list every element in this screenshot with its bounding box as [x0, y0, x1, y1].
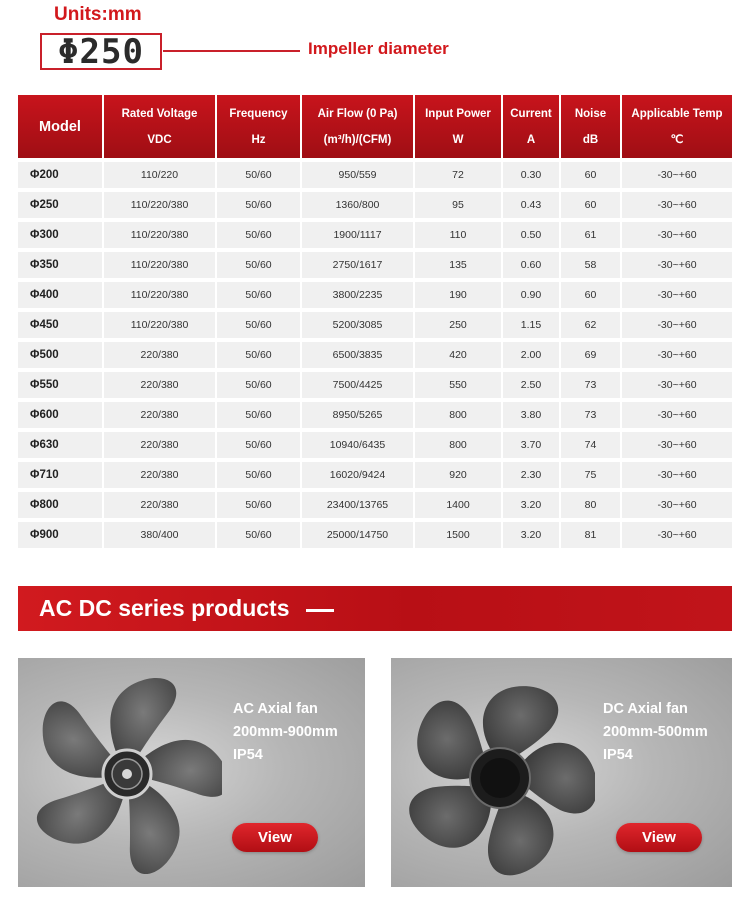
model-cell: Φ900 [18, 518, 104, 548]
frequency-cell: 50/60 [217, 158, 302, 188]
product-card-dc [391, 658, 732, 887]
ac-fan-name: AC Axial fan [233, 701, 318, 717]
noise-cell: 60 [561, 188, 622, 218]
power-cell: 1500 [415, 518, 503, 548]
model-cell: Φ550 [18, 368, 104, 398]
product-card-ac [18, 658, 365, 887]
power-cell: 920 [415, 458, 503, 488]
temp-cell: -30~+60 [622, 158, 732, 188]
frequency-cell: 50/60 [217, 188, 302, 218]
column-header-voltage: Rated Voltage VDC [104, 95, 217, 158]
airflow-cell: 16020/9424 [302, 458, 415, 488]
power-cell: 800 [415, 398, 503, 428]
table-row [18, 458, 732, 488]
noise-cell: 80 [561, 488, 622, 518]
current-cell: 0.60 [503, 248, 561, 278]
table-row [18, 188, 732, 218]
table-header-row [18, 95, 732, 158]
table-row [18, 518, 732, 548]
model-cell: Φ300 [18, 218, 104, 248]
noise-cell: 60 [561, 158, 622, 188]
airflow-cell: 5200/3085 [302, 308, 415, 338]
table-row [18, 488, 732, 518]
current-cell: 3.20 [503, 518, 561, 548]
voltage-cell: 380/400 [104, 518, 217, 548]
dc-fan-range: 200mm-500mm [603, 724, 708, 740]
power-cell: 135 [415, 248, 503, 278]
temp-cell: -30~+60 [622, 428, 732, 458]
table-body [18, 158, 732, 548]
temp-cell: -30~+60 [622, 458, 732, 488]
power-cell: 95 [415, 188, 503, 218]
power-cell: 550 [415, 368, 503, 398]
ac-fan-view-button[interactable]: View [232, 823, 318, 852]
frequency-cell: 50/60 [217, 218, 302, 248]
airflow-cell: 6500/3835 [302, 338, 415, 368]
dc-fan-name: DC Axial fan [603, 701, 688, 717]
airflow-cell: 1900/1117 [302, 218, 415, 248]
units-label: Units:mm [54, 4, 142, 25]
column-header-model: Model [18, 95, 104, 158]
table-row [18, 278, 732, 308]
noise-cell: 58 [561, 248, 622, 278]
table-row [18, 338, 732, 368]
spec-table [18, 95, 732, 548]
dc-fan-rating: IP54 [603, 747, 633, 763]
column-header-power: Input Power W [415, 95, 503, 158]
voltage-cell: 110/220/380 [104, 218, 217, 248]
callout-line [163, 50, 300, 52]
frequency-cell: 50/60 [217, 518, 302, 548]
column-header-temp: Applicable Temp ℃ [622, 95, 732, 158]
voltage-cell: 220/380 [104, 488, 217, 518]
power-cell: 1400 [415, 488, 503, 518]
model-cell: Φ400 [18, 278, 104, 308]
ac-fan-range: 200mm-900mm [233, 724, 338, 740]
voltage-cell: 110/220/380 [104, 278, 217, 308]
current-cell: 1.15 [503, 308, 561, 338]
frequency-cell: 50/60 [217, 338, 302, 368]
noise-cell: 69 [561, 338, 622, 368]
ac-fan-info [233, 698, 338, 767]
table-row [18, 368, 732, 398]
diameter-example: Φ250 [58, 31, 144, 72]
model-cell: Φ500 [18, 338, 104, 368]
current-cell: 3.70 [503, 428, 561, 458]
diameter-example-box [40, 33, 162, 70]
power-cell: 250 [415, 308, 503, 338]
banner-dash [306, 609, 334, 612]
model-cell: Φ200 [18, 158, 104, 188]
current-cell: 3.20 [503, 488, 561, 518]
voltage-cell: 220/380 [104, 398, 217, 428]
table-row [18, 158, 732, 188]
airflow-cell: 7500/4425 [302, 368, 415, 398]
frequency-cell: 50/60 [217, 458, 302, 488]
current-cell: 0.43 [503, 188, 561, 218]
table-row [18, 248, 732, 278]
current-cell: 3.80 [503, 398, 561, 428]
column-header-airflow: Air Flow (0 Pa) (m³/h)/(CFM) [302, 95, 415, 158]
dc-fan-view-button[interactable]: View [616, 823, 702, 852]
table-row [18, 428, 732, 458]
noise-cell: 73 [561, 398, 622, 428]
frequency-cell: 50/60 [217, 428, 302, 458]
noise-cell: 73 [561, 368, 622, 398]
temp-cell: -30~+60 [622, 368, 732, 398]
table-row [18, 218, 732, 248]
voltage-cell: 220/380 [104, 428, 217, 458]
temp-cell: -30~+60 [622, 398, 732, 428]
voltage-cell: 220/380 [104, 338, 217, 368]
voltage-cell: 110/220/380 [104, 188, 217, 218]
frequency-cell: 50/60 [217, 248, 302, 278]
frequency-cell: 50/60 [217, 488, 302, 518]
airflow-cell: 25000/14750 [302, 518, 415, 548]
current-cell: 2.30 [503, 458, 561, 488]
diameter-label: Impeller diameter [308, 39, 449, 58]
temp-cell: -30~+60 [622, 218, 732, 248]
column-header-frequency: Frequency Hz [217, 95, 302, 158]
frequency-cell: 50/60 [217, 278, 302, 308]
voltage-cell: 110/220/380 [104, 248, 217, 278]
current-cell: 2.50 [503, 368, 561, 398]
model-cell: Φ710 [18, 458, 104, 488]
model-cell: Φ350 [18, 248, 104, 278]
ac-fan-icon [32, 674, 222, 874]
temp-cell: -30~+60 [622, 518, 732, 548]
frequency-cell: 50/60 [217, 308, 302, 338]
noise-cell: 62 [561, 308, 622, 338]
power-cell: 420 [415, 338, 503, 368]
current-cell: 0.30 [503, 158, 561, 188]
power-cell: 800 [415, 428, 503, 458]
noise-cell: 74 [561, 428, 622, 458]
model-cell: Φ450 [18, 308, 104, 338]
current-cell: 0.50 [503, 218, 561, 248]
model-cell: Φ630 [18, 428, 104, 458]
voltage-cell: 220/380 [104, 368, 217, 398]
power-cell: 190 [415, 278, 503, 308]
temp-cell: -30~+60 [622, 308, 732, 338]
noise-cell: 81 [561, 518, 622, 548]
noise-cell: 60 [561, 278, 622, 308]
temp-cell: -30~+60 [622, 338, 732, 368]
power-cell: 110 [415, 218, 503, 248]
current-cell: 2.00 [503, 338, 561, 368]
temp-cell: -30~+60 [622, 248, 732, 278]
airflow-cell: 3800/2235 [302, 278, 415, 308]
temp-cell: -30~+60 [622, 488, 732, 518]
temp-cell: -30~+60 [622, 188, 732, 218]
power-cell: 72 [415, 158, 503, 188]
dc-fan-info [603, 698, 708, 767]
table-row [18, 398, 732, 428]
airflow-cell: 1360/800 [302, 188, 415, 218]
noise-cell: 61 [561, 218, 622, 248]
column-header-noise: Noise dB [561, 95, 622, 158]
temp-cell: -30~+60 [622, 278, 732, 308]
noise-cell: 75 [561, 458, 622, 488]
airflow-cell: 10940/6435 [302, 428, 415, 458]
dc-fan-icon [405, 678, 595, 878]
model-cell: Φ600 [18, 398, 104, 428]
frequency-cell: 50/60 [217, 368, 302, 398]
voltage-cell: 110/220 [104, 158, 217, 188]
airflow-cell: 950/559 [302, 158, 415, 188]
frequency-cell: 50/60 [217, 398, 302, 428]
section-banner [18, 586, 732, 631]
voltage-cell: 220/380 [104, 458, 217, 488]
airflow-cell: 2750/1617 [302, 248, 415, 278]
model-cell: Φ800 [18, 488, 104, 518]
table-row [18, 308, 732, 338]
banner-title: AC DC series products [39, 595, 290, 621]
ac-fan-rating: IP54 [233, 747, 263, 763]
airflow-cell: 23400/13765 [302, 488, 415, 518]
model-cell: Φ250 [18, 188, 104, 218]
airflow-cell: 8950/5265 [302, 398, 415, 428]
current-cell: 0.90 [503, 278, 561, 308]
voltage-cell: 110/220/380 [104, 308, 217, 338]
column-header-current: Current A [503, 95, 561, 158]
